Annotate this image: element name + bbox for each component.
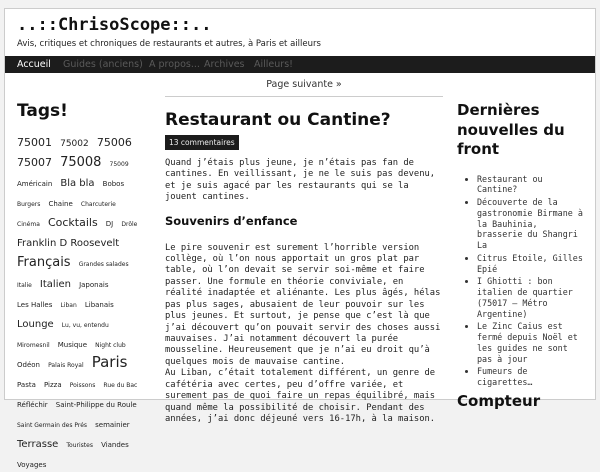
tags-title: Tags! <box>17 101 68 121</box>
tag-link[interactable]: 75008 <box>60 155 102 170</box>
tag-link[interactable]: Rue du Bac <box>103 381 138 389</box>
tag-link[interactable]: Night club <box>95 341 126 349</box>
tag-cloud <box>17 131 149 472</box>
tag-link[interactable]: Japonais <box>79 280 109 289</box>
tag-link[interactable]: Drôle <box>121 221 138 229</box>
tag-link[interactable]: DJ <box>105 220 114 229</box>
post-title[interactable]: Restaurant ou Cantine? <box>165 110 391 130</box>
nav-item-guides[interactable]: Guides (anciens) <box>63 59 143 70</box>
tag-link[interactable]: Lu, vu, entendu <box>61 321 109 329</box>
section-heading: Souvenirs d’enfance <box>165 213 298 228</box>
tag-link[interactable]: Chaine <box>48 200 73 209</box>
news-item[interactable]: • Découverte de la gastronomie Birmane à la Bauhinia, brasserie du Shangri La <box>477 197 587 251</box>
tag-link[interactable]: Liban <box>60 301 77 309</box>
tag-link[interactable]: 75007 <box>17 156 52 169</box>
site-description: Avis, critiques et chroniques de restaurants et autres, à Paris et ailleurs <box>17 39 321 49</box>
news-item[interactable]: • Restaurant ou Cantine? <box>477 174 587 196</box>
tag-link[interactable]: Cocktails <box>47 216 98 230</box>
tag-link[interactable]: Les Halles <box>17 300 53 309</box>
news-item[interactable]: • Le Zinc Caius est fermé depuis Noël et les guides ne sont pas à jour <box>477 321 587 364</box>
tag-link[interactable]: Palais Royal <box>48 361 84 369</box>
tag-link[interactable]: Charcuterie <box>80 201 116 209</box>
tag-link[interactable]: Terrasse <box>17 438 59 450</box>
tag-link[interactable]: Italie <box>17 281 32 289</box>
tag-link[interactable]: Miromesnil <box>17 341 50 349</box>
next-page-link[interactable]: Page suivante » <box>165 79 443 97</box>
nav-item-archives[interactable]: Archives <box>204 59 245 70</box>
tag-link[interactable]: 75006 <box>96 136 132 149</box>
nav-item-accueil[interactable]: Accueil <box>17 59 51 70</box>
tag-link[interactable]: Odéon <box>17 360 40 369</box>
tag-link[interactable]: Bla bla <box>60 178 95 190</box>
post-paragraph: Le pire souvenir est surement l’horrible version collège, où l’on nous apportait un gros plat par table, où l’on devait se servir soi-même et faire passer. Une formule en théorie conviviale, en réalité inadaptée et aliénante. Les plus âgés, hélas pas plus sages, abusaient de leur pouvoir sur les plus jeunes. Et surtout, je pense que c’est là que j’ai découvert qu’on pouvait servir des choses aussi mauvaises. J’ai notamment découvert la purée mousseline. Heureusement que je n’ai eu droit qu’à quelques mois de mauvaise cantine. <box>165 242 441 367</box>
tag-link[interactable]: Libanais <box>84 300 114 309</box>
tag-link[interactable]: semainier <box>95 420 130 429</box>
news-item[interactable]: • Citrus Etoile, Gilles Epié <box>477 253 587 275</box>
main-nav <box>5 56 595 73</box>
tag-link[interactable]: 75009 <box>109 161 129 168</box>
tag-link[interactable]: Burgers <box>17 201 41 209</box>
main-content <box>165 79 443 425</box>
tag-link[interactable]: 75002 <box>60 139 89 149</box>
tag-link[interactable]: Bobos <box>102 180 125 189</box>
tag-link[interactable]: Saint Germain des Prés <box>17 421 88 429</box>
tag-link[interactable]: Français <box>17 255 71 271</box>
post-intro: Quand j’étais plus jeune, je n’étais pas fan de cantines. En veillissant, je ne le suis pas devenu, et je suis agacé par les restaurants qui se la jouent cantines. <box>165 158 436 203</box>
post-paragraph: Au Liban, c’était totalement différent, un genre de cafétéria avec certes, peu d’offre variée, et surement pas de quoi faire un repas équilibré, mais quand même la possibilité de choisir. Pendant des années, j’ai donc déjeuné vers 16-17h, à la maison. <box>165 368 436 424</box>
nav-item-a-propos[interactable]: A propos... <box>149 59 200 70</box>
counter-title: Compteur <box>457 391 541 410</box>
tag-link[interactable]: Saint-Philippe du Roule <box>55 400 137 409</box>
post-body <box>165 158 443 425</box>
tag-link[interactable]: Poissons <box>69 381 96 389</box>
news-item[interactable]: • Fumeurs de cigarettes… <box>477 366 587 388</box>
tag-link[interactable]: Pizza <box>43 380 62 389</box>
tags-sidebar <box>17 101 149 472</box>
tag-link[interactable]: Voyages <box>17 460 47 469</box>
tag-link[interactable]: Touristes <box>66 441 93 449</box>
news-sidebar <box>457 101 587 410</box>
tag-link[interactable]: Lounge <box>17 318 54 330</box>
news-item[interactable]: • I Ghiotti : bon italien de quartier (75017 – Métro Argentine) <box>477 276 587 319</box>
news-list <box>457 174 587 388</box>
tag-link[interactable]: Viandes <box>101 440 129 449</box>
page <box>4 8 596 469</box>
tag-link[interactable]: 75001 <box>17 136 52 149</box>
tag-link[interactable]: Musique <box>57 340 88 349</box>
tag-link[interactable]: Franklin D Roosevelt <box>17 238 120 250</box>
tag-link[interactable]: Pasta <box>17 380 36 389</box>
comments-badge[interactable]: 13 commentaires <box>165 135 239 150</box>
tag-link[interactable]: Américain <box>17 180 53 189</box>
news-title: Dernières nouvelles du front <box>457 101 565 158</box>
site-title[interactable]: ..::ChrisoScope::.. <box>17 15 212 35</box>
tag-link[interactable]: Cinéma <box>17 221 40 229</box>
nav-item-ailleurs[interactable]: Ailleurs! <box>254 59 293 70</box>
tag-link[interactable]: Italien <box>39 278 71 290</box>
tag-link[interactable]: Grandes salades <box>78 261 129 269</box>
tag-link[interactable]: Paris <box>91 352 128 371</box>
tag-link[interactable]: Réfléchir <box>17 400 48 409</box>
